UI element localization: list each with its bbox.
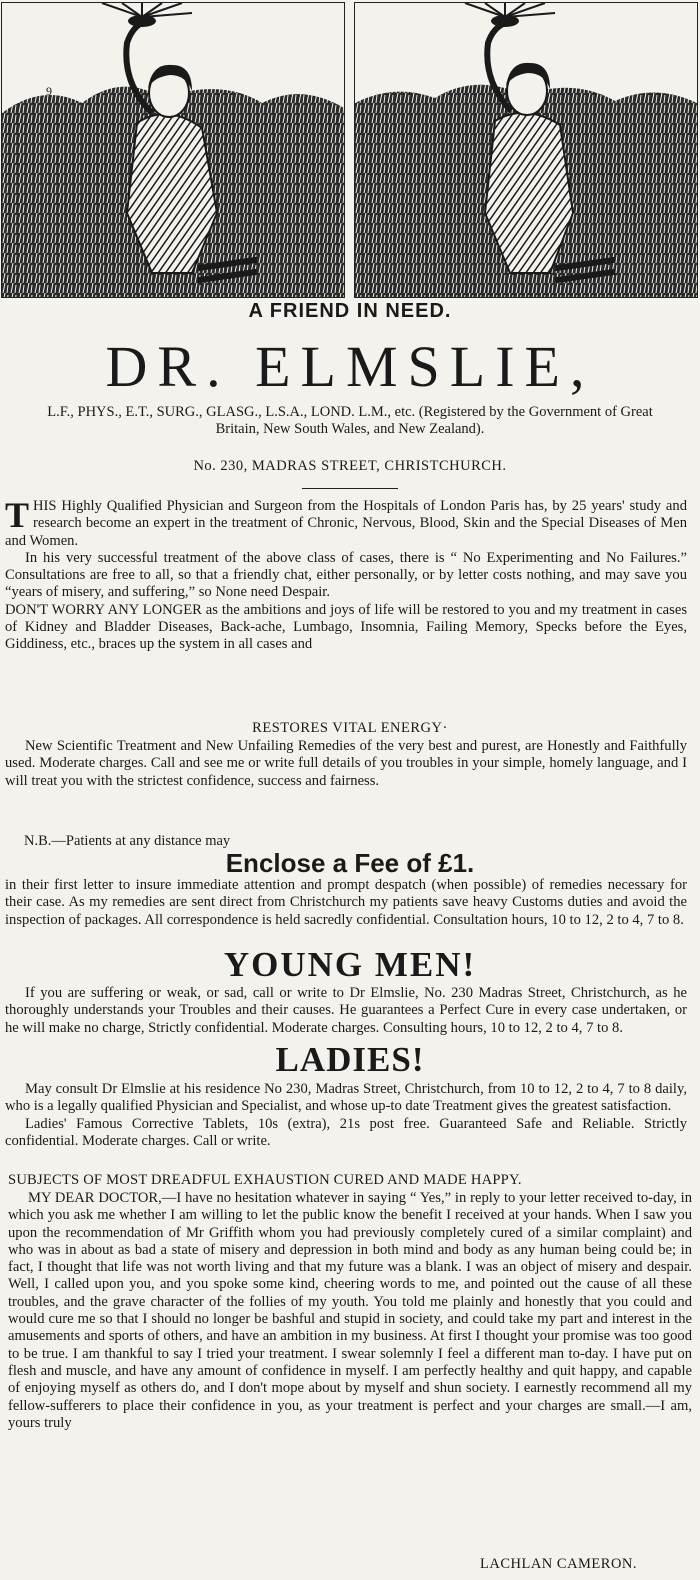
intro-paragraph-3: DON'T WORRY ANY LONGER as the ambitions and joys of life will be restored to you and my treatment in cases of Kidney and Bladder Diseases, Back-ache, Lumbago, Insomnia, Failing Memory, Specks before the Eyes, Giddiness, etc., braces up the system in all cases and: [5, 601, 687, 653]
nb-note: N.B.—Patients at any distance may: [24, 833, 231, 849]
restores-paragraph: New Scientific Treatment and New Unfailing Remedies of the very best and purest, are Honestly and Faithfully used. Moderate charges. Call and see me or write full details of you troubles in your simple, homely language, and I will treat you with the strictest confidence, success and fairness.: [5, 738, 687, 789]
young-men-heading: YOUNG MEN!: [223, 945, 477, 984]
woodcut-illustration-left: [1, 2, 345, 298]
testimonial-signature: LACHLAN CAMERON.: [480, 1556, 638, 1572]
testimonial-heading: SUBJECTS OF MOST DREADFUL EXHAUSTION CURED AND MADE HAPPY.: [8, 1172, 522, 1188]
woman-with-lamp-illustration: [2, 3, 344, 297]
young-men-section: [5, 985, 687, 1037]
young-men-paragraph: If you are suffering or weak, or sad, call or write to Dr Elmslie, No. 230 Madras Street, Christchurch, as he thoroughly understands your Troubles and their causes. He guarantees a Perfect Cure in every case undertaken, or he will make no charge, Strictly confidential. Moderate charges. Consulting hours, 10 to 12, 2 to 4, 7 to 8.: [5, 985, 687, 1036]
restores-section: [5, 738, 687, 790]
restores-heading: RESTORES VITAL ENERGY·: [252, 720, 448, 736]
intro-paragraph-2: In his very successful treatment of the above class of cases, there is “ No Experimenting and No Failures.” Consultations are free to all, so that a friendly chat, either personally, or by letter costs nothing, and may save you “years of misery, and suffering,” so None need Despair.: [5, 549, 687, 601]
divider-rule: [302, 488, 398, 489]
fee-section: [5, 877, 687, 929]
intro-paragraph-1-text: HIS Highly Qualified Physician and Surgeon from the Hospitals of London Paris has, by 25 years' study and research become an expert in the treatment of Chronic, Nervous, Blood, Skin and the Special Diseases of Men and Women.: [5, 498, 687, 549]
credentials-text: L.F., PHYS., E.T., SURG., GLASG., L.S.A., LOND. L.M., etc. (Registered by the Government of Great Britain, New South Wales, and New Zealand).: [47, 404, 653, 437]
ladies-heading: LADIES!: [275, 1040, 425, 1079]
doctor-name-heading: DR. ELMSLIE,: [105, 334, 595, 399]
tagline-heading: A FRIEND IN NEED.: [248, 300, 452, 322]
address-text: No. 230, MADRAS STREET, CHRISTCHURCH.: [193, 458, 507, 474]
drop-cap: T: [5, 495, 30, 535]
testimonial-letter: MY DEAR DOCTOR,—I have no hesitation whatever in saying “ Yes,” in reply to your letter received to-day, in which you ask me whether I am willing to let the public know the benefit I received at your hands. When I saw you upon the recommendation of Mr Griffith whom you had previously completely cured of a similar complaint) and who was in about as bad a state of misery and depression in both mind and body as any human being could be; in fact, I thought that life was not worth living and that my future was a blank. I was an object of misery and despair. Well, I called upon you, and you spoke some kind, cheering words to me, and pointed out the cause of all these troubles, and the grave character of the follies of my youth. You told me plainly and honestly that you could and would cure me so that I should no longer be bashful and stupid in society, and could take my part and interest in the amusements and sports of others, and have an ambition in my business. At first I thought your promise was too good to be true. I am thankful to say I tried your treatment. I swear solemnly I feel a different man to-day. I have put on flesh and muscle, and have any amount of confidence in myself. I am perfectly healthy and quit happy, and capable of enjoying myself as others do, and I don't mope about by myself and shun society. I earnestly recommend all my fellow-sufferers to place their confidence in you, as your treatment is perfect and your charges are small.—I am, yours truly: [8, 1190, 692, 1431]
svg-text:9: 9: [46, 84, 52, 98]
ladies-section: [5, 1081, 687, 1150]
woodcut-illustration-right: [354, 2, 698, 298]
ladies-paragraph-2: Ladies' Famous Corrective Tablets, 10s (extra), 21s post free. Guaranteed Safe and Reliable. Strictly confidential. Moderate charges. Call or write.: [5, 1115, 687, 1149]
intro-paragraph-1: [5, 495, 687, 550]
ladies-paragraph-1: May consult Dr Elmslie at his residence No 230, Madras Street, Christchurch, from 10 to 12, 2 to 4, 7 to 8 daily, who is a legally qualified Physician and Specialist, and whose up-to date Treatment gives the greatest satisfaction.: [5, 1081, 687, 1115]
intro-section: [5, 495, 687, 654]
testimonial-section: [8, 1190, 692, 1432]
woman-with-lamp-illustration-duplicate: [355, 3, 697, 297]
fee-paragraph: in their first letter to insure immediate attention and prompt despatch (when possible) of remedies necessary for their case. As my remedies are sent direct from Christchurch my patients save heavy Customs duties and avoid the inspection of packages. All correspondence is held sacredly confidential. Consultation hours, 10 to 12, 2 to 4, 7 to 8.: [5, 877, 687, 928]
enclose-fee-heading: Enclose a Fee of £1.: [225, 848, 475, 878]
illustration-row: [0, 0, 700, 298]
